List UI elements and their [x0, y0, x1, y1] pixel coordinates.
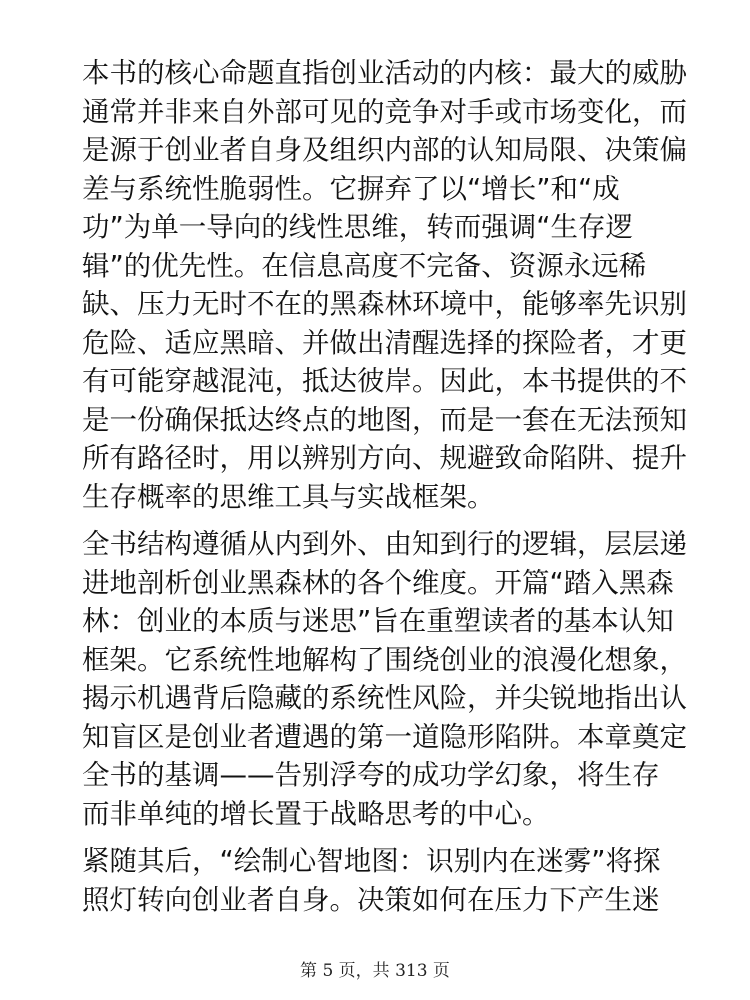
text-line: 通常并非来自外部可见的竞争对手或市场变化，而 [82, 95, 687, 128]
paragraph-3 [82, 842, 672, 919]
text-line: 知盲区是创业者遭遇的第一道隐形陷阱。本章奠定 [82, 720, 687, 753]
text-line: 本书的核心命题直指创业活动的内核：最大的威胁 [82, 57, 687, 89]
text-line: 全书结构遵循从内到外、由知到行的逻辑，层层递 [82, 528, 687, 560]
text-line: 揭示机遇背后隐藏的系统性风险，并尖锐地指出认 [82, 682, 687, 714]
text-line: 是源于创业者自身及组织内部的认知局限、决策偏 [82, 134, 687, 166]
text-line: 辑”的优先性。在信息高度不完备、资源永远稀 [82, 249, 647, 282]
text-line: 林：创业的本质与迷思”旨在重塑读者的基本认知 [82, 605, 674, 637]
text-line: 而非单纯的增长置于战略思考的中心。 [82, 797, 550, 830]
text-line: 缺、压力无时不在的黑森林环境中，能够率先识别 [82, 288, 687, 320]
text-line: 进地剖析创业黑森林的各个维度。开篇“踏入黑森 [82, 566, 674, 599]
paragraph-2 [82, 525, 687, 833]
text-line: 生存概率的思维工具与实战框架。 [82, 480, 495, 513]
text-line: 照灯转向创业者自身。决策如何在压力下产生迷 [82, 883, 660, 916]
text-line: 有可能穿越混沌，抵达彼岸。因此，本书提供的不 [82, 365, 687, 397]
body-text [82, 54, 687, 919]
text-line: 全书的基调——告别浮夸的成功学幻象，将生存 [82, 759, 660, 791]
text-line: 是一份确保抵达终点的地图，而是一套在无法预知 [82, 403, 687, 436]
text-line: 差与系统性脆弱性。它摒弃了以“增长”和“成 [82, 172, 620, 205]
text-line: 功”为单一导向的线性思维，转而强调“生存逻 [82, 211, 633, 243]
text-line: 紧随其后，“绘制心智地图：识别内在迷雾”将探 [82, 845, 661, 877]
paragraph-1 [82, 54, 687, 516]
text-line: 危险、适应黑暗、并做出清醒选择的探险者，才更 [82, 326, 687, 359]
text-line: 所有路径时，用以辨别方向、规避致命陷阱、提升 [82, 442, 687, 474]
page-number-footer: 第 5 页，共 313 页 [300, 961, 450, 981]
text-line: 框架。它系统性地解构了围绕创业的浪漫化想象， [82, 643, 687, 676]
